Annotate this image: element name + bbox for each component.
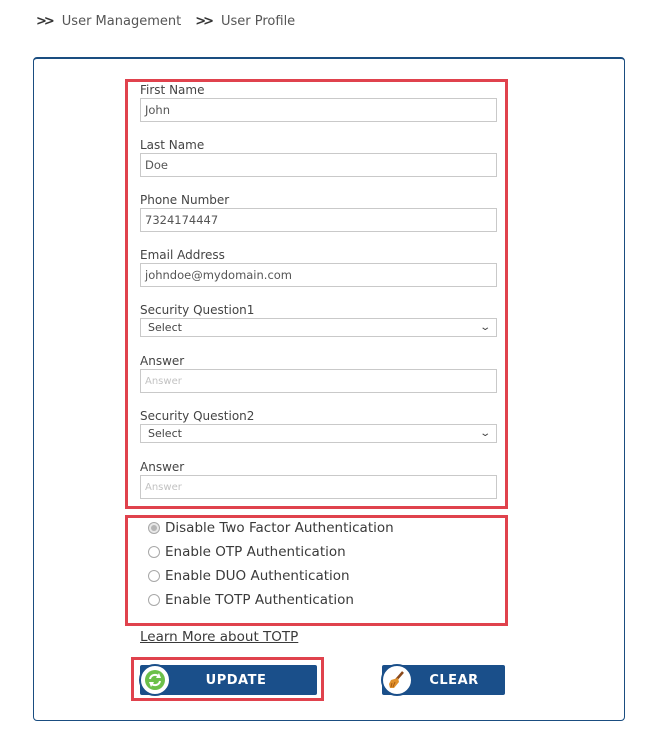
radio-enable-duo[interactable] [148,568,350,584]
clear-button[interactable] [382,665,505,695]
double-chevron-right-icon: >> [195,14,211,29]
radio-label: Enable DUO Authentication [165,568,350,584]
breadcrumb [36,14,309,29]
security-question1-select[interactable] [140,318,497,337]
first-name-input[interactable]: John [140,98,497,122]
refresh-icon [139,664,171,696]
breadcrumb-user-profile: User Profile [221,14,296,29]
security-question1-value: Select [148,321,182,334]
radio-button[interactable] [148,546,160,558]
email-address-label: Email Address [140,248,225,262]
update-button[interactable] [140,665,317,695]
radio-enable-totp[interactable] [148,592,354,608]
answer1-input[interactable]: Answer [140,369,497,393]
answer1-label: Answer [140,354,185,368]
last-name-label: Last Name [140,138,205,152]
security-question2-label: Security Question2 [140,409,255,423]
radio-disable-2fa[interactable] [148,520,394,536]
breadcrumb-user-management[interactable]: User Management [61,14,182,29]
learn-more-totp-link[interactable]: Learn More about TOTP [140,629,299,645]
radio-button[interactable] [148,594,160,606]
radio-button[interactable] [148,570,160,582]
security-question1-label: Security Question1 [140,303,255,317]
security-question2-value: Select [148,427,182,440]
email-address-input[interactable]: johndoe@mydomain.com [140,263,497,287]
answer2-label: Answer [140,460,185,474]
radio-label: Disable Two Factor Authentication [165,520,394,536]
security-question2-select[interactable] [140,424,497,443]
clear-button-label: CLEAR [429,672,479,688]
answer2-input[interactable]: Answer [140,475,497,499]
radio-label: Enable OTP Authentication [165,544,346,560]
first-name-label: First Name [140,83,205,97]
phone-number-label: Phone Number [140,193,230,207]
last-name-input[interactable]: Doe [140,153,497,177]
chevron-down-icon: ⌄ [478,322,491,333]
phone-number-input[interactable]: 7324174447 [140,208,497,232]
radio-label: Enable TOTP Authentication [165,592,354,608]
chevron-down-icon: ⌄ [478,428,491,439]
update-button-label: UPDATE [205,672,267,688]
radio-enable-otp[interactable] [148,544,346,560]
double-chevron-right-icon: >> [36,14,52,29]
broom-icon [381,664,413,696]
radio-button[interactable] [148,522,160,534]
